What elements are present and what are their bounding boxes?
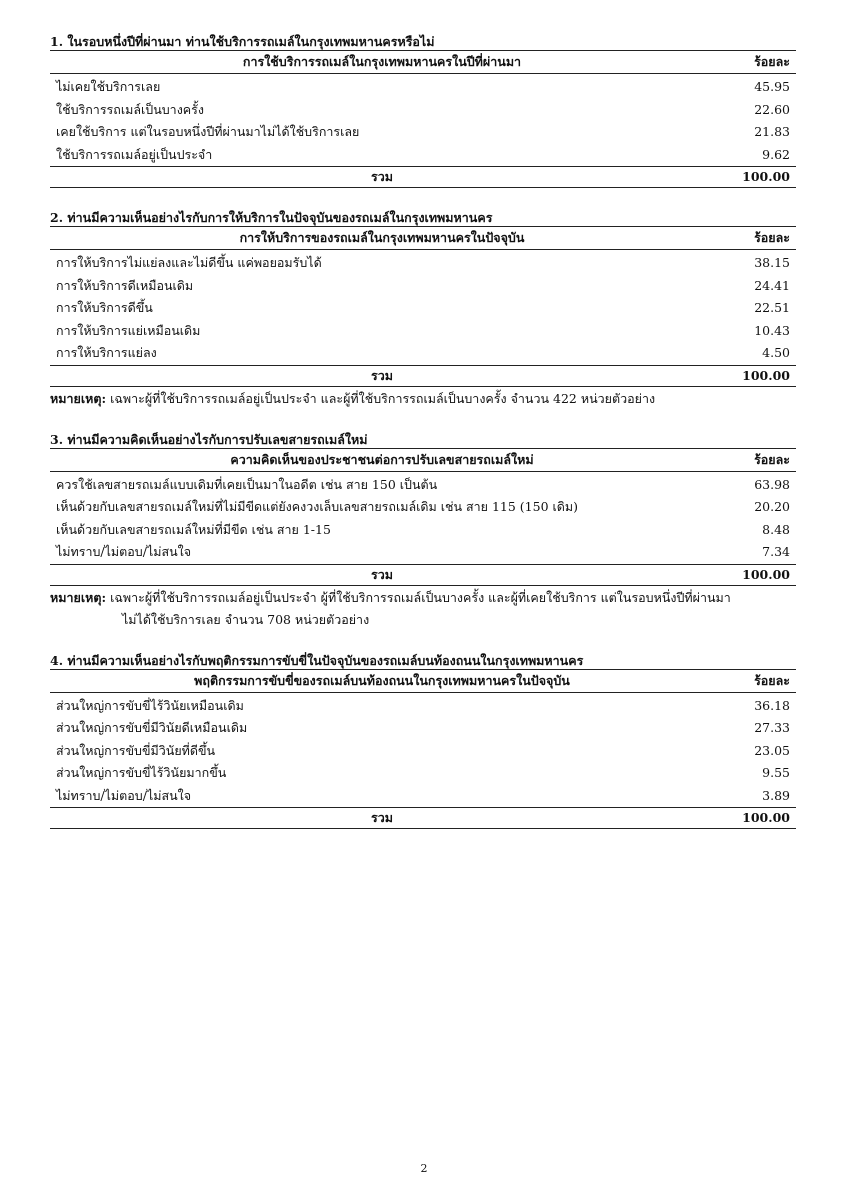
row-value: 38.15 [754,255,790,270]
section-4 [50,653,796,830]
row-label: ส่วนใหญ่การขับขี่ไร้วินัยมากขึ้น [56,765,227,780]
row-label: ควรใช้เลขสายรถเมล์แบบเดิมที่เคยเป็นมาในอดีต เช่น สาย 150 เป็นต้น [56,476,438,492]
survey-table [50,226,796,387]
section-title: 1. ในรอบหนึ่งปีที่ผ่านมา ท่านใช้บริการรถเมล์ในกรุงเทพมหานครหรือไม่ [50,34,435,49]
row-value: 23.05 [754,742,790,758]
row-label: การให้บริการแย่เหมือนเดิม [56,322,201,338]
total-value: 100.00 [742,810,790,825]
page-number: 2 [420,1162,428,1175]
row-label: การให้บริการแย่ลง [56,345,157,360]
section-3 [50,432,796,631]
row-label: ใช้บริการรถเมล์อยู่เป็นประจำ [56,146,213,162]
row-label: การให้บริการดีขึ้น [56,300,153,315]
total-value: 100.00 [742,566,790,582]
table-row [50,99,796,122]
section-1 [50,34,796,188]
column-header-percent: ร้อยละ [754,230,790,245]
table-row [50,320,796,343]
total-value: 100.00 [742,367,790,383]
row-label: เคยใช้บริการ แต่ในรอบหนึ่งปีที่ผ่านมาไม่ได้ใช้บริการเลย [56,124,360,139]
section-title: 3. ท่านมีความคิดเห็นอย่างไรกับการปรับเลขสายรถเมล์ใหม่ [50,431,368,447]
row-value: 63.98 [754,476,790,492]
row-value: 22.51 [754,300,790,315]
column-header-percent: ร้อยละ [754,672,790,688]
table-note [50,587,796,631]
table-row [50,762,796,785]
row-label: การให้บริการดีเหมือนเดิม [56,277,194,293]
row-value: 20.20 [754,499,790,514]
row-label: การให้บริการไม่แย่ลงและไม่ดีขึ้น แค่พอยอมรับได้ [56,255,322,270]
survey-table [50,669,796,830]
table-row [50,541,796,564]
total-row [50,365,796,386]
table-row [50,471,796,496]
table-header-row [50,448,796,471]
table-header-row [50,227,796,250]
table-row [50,297,796,320]
table-row [50,785,796,808]
row-label: ส่วนใหญ่การขับขี่มีวินัยดีเหมือนเดิม [56,720,248,735]
row-label: ส่วนใหญ่การขับขี่ไร้วินัยเหมือนเดิม [56,697,244,713]
table-row [50,717,796,740]
survey-table [50,50,796,188]
total-row [50,564,796,585]
table-row [50,74,796,99]
total-label: รวม [371,367,393,383]
row-label: ส่วนใหญ่การขับขี่มีวินัยที่ดีขึ้น [56,742,216,758]
row-value: 27.33 [754,720,790,735]
row-value: 4.50 [762,345,790,360]
table-header-row [50,669,796,692]
row-value: 9.62 [762,146,790,162]
total-label: รวม [371,810,393,825]
survey-table [50,448,796,586]
row-label: ไม่ทราบ/ไม่ตอบ/ไม่สนใจ [56,544,192,559]
note-text: เฉพาะผู้ที่ใช้บริการรถเมล์อยู่เป็นประจำ และผู้ที่ใช้บริการรถเมล์เป็นบางครั้ง จำนวน 422 หน่วยตัวอย่าง [110,390,656,406]
row-value: 10.43 [754,322,790,338]
table-header-row [50,51,796,74]
note-text: เฉพาะผู้ที่ใช้บริการรถเมล์อยู่เป็นประจำ ผู้ที่ใช้บริการรถเมล์เป็นบางครั้ง และผู้ที่เคยใช้บริการ แต่ในรอบหนึ่งปีที่ผ่านมา [110,589,731,605]
column-header-category: พฤติกรรมการขับขี่ของรถเมล์บนท้องถนนในกรุงเทพมหานครในปัจจุบัน [194,672,570,688]
row-label: ใช้บริการรถเมล์เป็นบางครั้ง [56,101,204,117]
table-row [50,250,796,275]
row-label: เห็นด้วยกับเลขสายรถเมล์ใหม่ที่ไม่มีขีดแต่ยังคงวงเล็บเลขสายรถเมล์เดิม เช่น สาย 115 (150 เดิม) [56,499,579,514]
total-row [50,808,796,829]
document-page [50,34,796,851]
row-label: ไม่ทราบ/ไม่ตอบ/ไม่สนใจ [56,787,192,803]
note-text-continued: ไม่ได้ใช้บริการเลย จำนวน 708 หน่วยตัวอย่าง [122,611,370,627]
row-value: 36.18 [754,697,790,713]
row-value: 8.48 [762,521,790,537]
column-header-percent: ร้อยละ [754,451,790,467]
note-label: หมายเหตุ: [50,589,107,605]
row-value: 24.41 [754,277,790,293]
section-2 [50,210,796,410]
table-row [50,144,796,167]
row-value: 3.89 [762,787,790,803]
section-title: 4. ท่านมีความเห็นอย่างไรกับพฤติกรรมการขับขี่ในปัจจุบันของรถเมล์บนท้องถนนในกรุงเทพมหานคร [50,652,584,668]
note-label: หมายเหตุ: [50,390,107,406]
total-label: รวม [371,169,393,184]
column-header-category: การให้บริการของรถเมล์ในกรุงเทพมหานครในปัจจุบัน [239,230,525,245]
column-header-percent: ร้อยละ [754,54,790,69]
total-label: รวม [371,566,393,582]
column-header-category: การใช้บริการรถเมล์ในกรุงเทพมหานครในปีที่ผ่านมา [242,54,522,69]
total-row [50,167,796,188]
row-label: เห็นด้วยกับเลขสายรถเมล์ใหม่ที่มีขีด เช่น สาย 1-15 [56,521,331,537]
row-value: 45.95 [754,79,790,94]
row-value: 9.55 [762,765,790,780]
table-row [50,519,796,542]
table-row [50,496,796,519]
table-row [50,692,796,717]
table-note [50,388,796,410]
table-row [50,275,796,298]
total-value: 100.00 [742,169,790,184]
column-header-category: ความคิดเห็นของประชาชนต่อการปรับเลขสายรถเมล์ใหม่ [230,451,534,467]
row-value: 7.34 [762,544,790,559]
row-value: 21.83 [754,124,790,139]
table-row [50,342,796,365]
row-value: 22.60 [754,101,790,117]
row-label: ไม่เคยใช้บริการเลย [56,79,161,94]
table-row [50,121,796,144]
section-title: 2. ท่านมีความเห็นอย่างไรกับการให้บริการในปัจจุบันของรถเมล์ในกรุงเทพมหานคร [50,210,493,225]
table-row [50,740,796,763]
